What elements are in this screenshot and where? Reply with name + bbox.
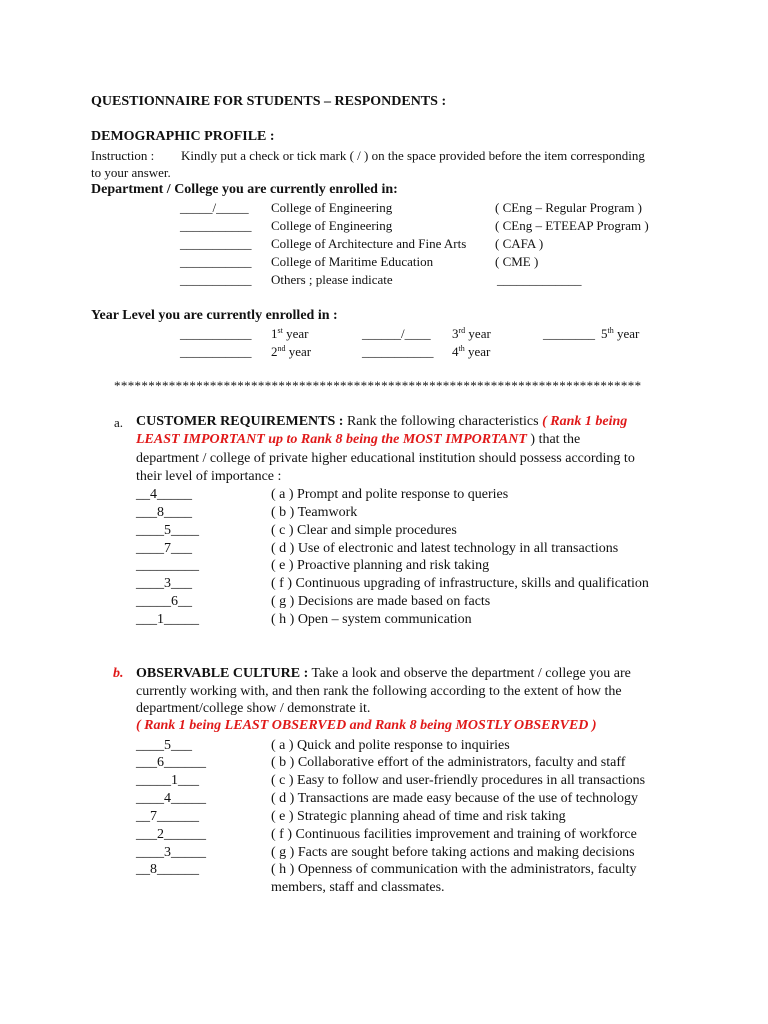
- section-a-line-2: LEAST IMPORTANT up to Rank 8 being the MOST IMPORTANT ) that the: [136, 432, 581, 447]
- instruction-text-line-1: Kindly put a check or tick mark ( / ) on the space provided before the item corresponding: [181, 148, 645, 163]
- year-blank[interactable]: ___________: [180, 326, 252, 341]
- department-blank[interactable]: ___________: [180, 236, 252, 251]
- department-name: College of Engineering: [271, 200, 393, 215]
- rank-field[interactable]: __7______: [136, 809, 199, 824]
- year-blank[interactable]: ________: [543, 326, 595, 341]
- rank-field[interactable]: ____5____: [136, 523, 199, 538]
- section-a-line-3: department / college of private higher educational institution should possess according to: [136, 451, 635, 466]
- characteristic-item: ( f ) Continuous upgrading of infrastructure, skills and qualification: [271, 576, 649, 591]
- rank-field[interactable]: ___2______: [136, 827, 206, 842]
- department-heading: Department / College you are currently enrolled in:: [91, 182, 398, 197]
- culture-item: ( a ) Quick and polite response to inquiries: [271, 738, 510, 753]
- culture-item: ( c ) Easy to follow and user-friendly procedures in all transactions: [271, 773, 646, 788]
- section-b-marker: b.: [113, 666, 124, 681]
- characteristic-item: ( b ) Teamwork: [271, 505, 358, 520]
- year-blank[interactable]: ___________: [180, 344, 252, 359]
- asterisk-separator: *****************************************************************************: [114, 378, 642, 393]
- rank-field[interactable]: ____5___: [136, 738, 192, 753]
- culture-item: ( b ) Collaborative effort of the administrators, faculty and staff: [271, 755, 626, 770]
- rank-field[interactable]: ____7___: [136, 541, 192, 556]
- characteristic-item: ( e ) Proactive planning and risk taking: [271, 558, 490, 573]
- department-code: ( CEng – Regular Program ): [495, 200, 642, 215]
- characteristic-item: ( g ) Decisions are made based on facts: [271, 594, 491, 609]
- section-a-line-4: their level of importance :: [136, 469, 282, 484]
- department-name: College of Engineering: [271, 218, 393, 233]
- culture-item: ( h ) Openness of communication with the administrators, faculty: [271, 862, 637, 877]
- department-name: College of Architecture and Fine Arts: [271, 236, 467, 251]
- department-blank[interactable]: ___________: [180, 218, 252, 233]
- department-blank[interactable]: ___________: [180, 254, 252, 269]
- rank-field[interactable]: _________: [136, 558, 199, 573]
- instruction-text-line-2: to your answer.: [91, 165, 171, 180]
- characteristic-item: ( c ) Clear and simple procedures: [271, 523, 457, 538]
- year-option-2: 2nd year: [271, 344, 312, 359]
- rank-field[interactable]: ____4_____: [136, 791, 206, 806]
- rank-field[interactable]: ___1_____: [136, 612, 199, 627]
- department-code: ( CAFA ): [495, 236, 544, 251]
- rank-field[interactable]: _____1___: [136, 773, 199, 788]
- year-option-3: 3rd year: [452, 326, 491, 341]
- culture-item-continuation: members, staff and classmates.: [271, 880, 445, 895]
- culture-item: ( d ) Transactions are made easy because of the use of technology: [271, 791, 638, 806]
- year-blank[interactable]: ______/____: [362, 326, 431, 341]
- department-blank[interactable]: _____/_____: [180, 200, 249, 215]
- department-code: ( CEng – ETEEAP Program ): [495, 218, 649, 233]
- department-name: Others ; please indicate: [271, 272, 393, 287]
- rank-field[interactable]: ____3_____: [136, 845, 206, 860]
- culture-item: ( e ) Strategic planning ahead of time and risk taking: [271, 809, 566, 824]
- year-level-heading: Year Level you are currently enrolled in :: [91, 308, 338, 323]
- year-option-1: 1st year: [271, 326, 309, 341]
- year-blank[interactable]: ___________: [362, 344, 434, 359]
- rank-field[interactable]: ___8____: [136, 505, 192, 520]
- culture-item: ( f ) Continuous facilities improvement and training of workforce: [271, 827, 637, 842]
- section-b-line-1: OBSERVABLE CULTURE : Take a look and observe the department / college you are: [136, 666, 631, 681]
- year-option-4: 4th year: [452, 344, 491, 359]
- rank-field[interactable]: _____6__: [136, 594, 192, 609]
- instruction-label: Instruction :: [91, 148, 155, 163]
- department-code: ( CME ): [495, 254, 539, 269]
- others-indicate-field[interactable]: _____________: [497, 272, 582, 287]
- questionnaire-title: QUESTIONNAIRE FOR STUDENTS – RESPONDENTS :: [91, 94, 447, 109]
- department-blank[interactable]: ___________: [180, 272, 252, 287]
- year-option-5: 5th year: [601, 326, 640, 341]
- section-a-line-1: CUSTOMER REQUIREMENTS : Rank the following characteristics ( Rank 1 being: [136, 414, 628, 429]
- section-b-rank-instruction: ( Rank 1 being LEAST OBSERVED and Rank 8 being MOSTLY OBSERVED ): [136, 718, 597, 733]
- section-a-marker: a.: [114, 415, 124, 430]
- section-b-line-2: currently working with, and then rank the following according to the extent of how the: [136, 684, 622, 699]
- characteristic-item: ( d ) Use of electronic and latest technology in all transactions: [271, 541, 619, 556]
- culture-item: ( g ) Facts are sought before taking actions and making decisions: [271, 845, 635, 860]
- demographic-title: DEMOGRAPHIC PROFILE :: [91, 129, 275, 144]
- rank-field[interactable]: ___6______: [136, 755, 206, 770]
- rank-field[interactable]: __8______: [136, 862, 199, 877]
- section-b-line-3: department/college show / demonstrate it.: [136, 701, 371, 716]
- characteristic-item: ( a ) Prompt and polite response to queries: [271, 487, 509, 502]
- rank-field[interactable]: __4_____: [136, 487, 192, 502]
- department-name: College of Maritime Education: [271, 254, 434, 269]
- characteristic-item: ( h ) Open – system communication: [271, 612, 472, 627]
- rank-field[interactable]: ____3___: [136, 576, 192, 591]
